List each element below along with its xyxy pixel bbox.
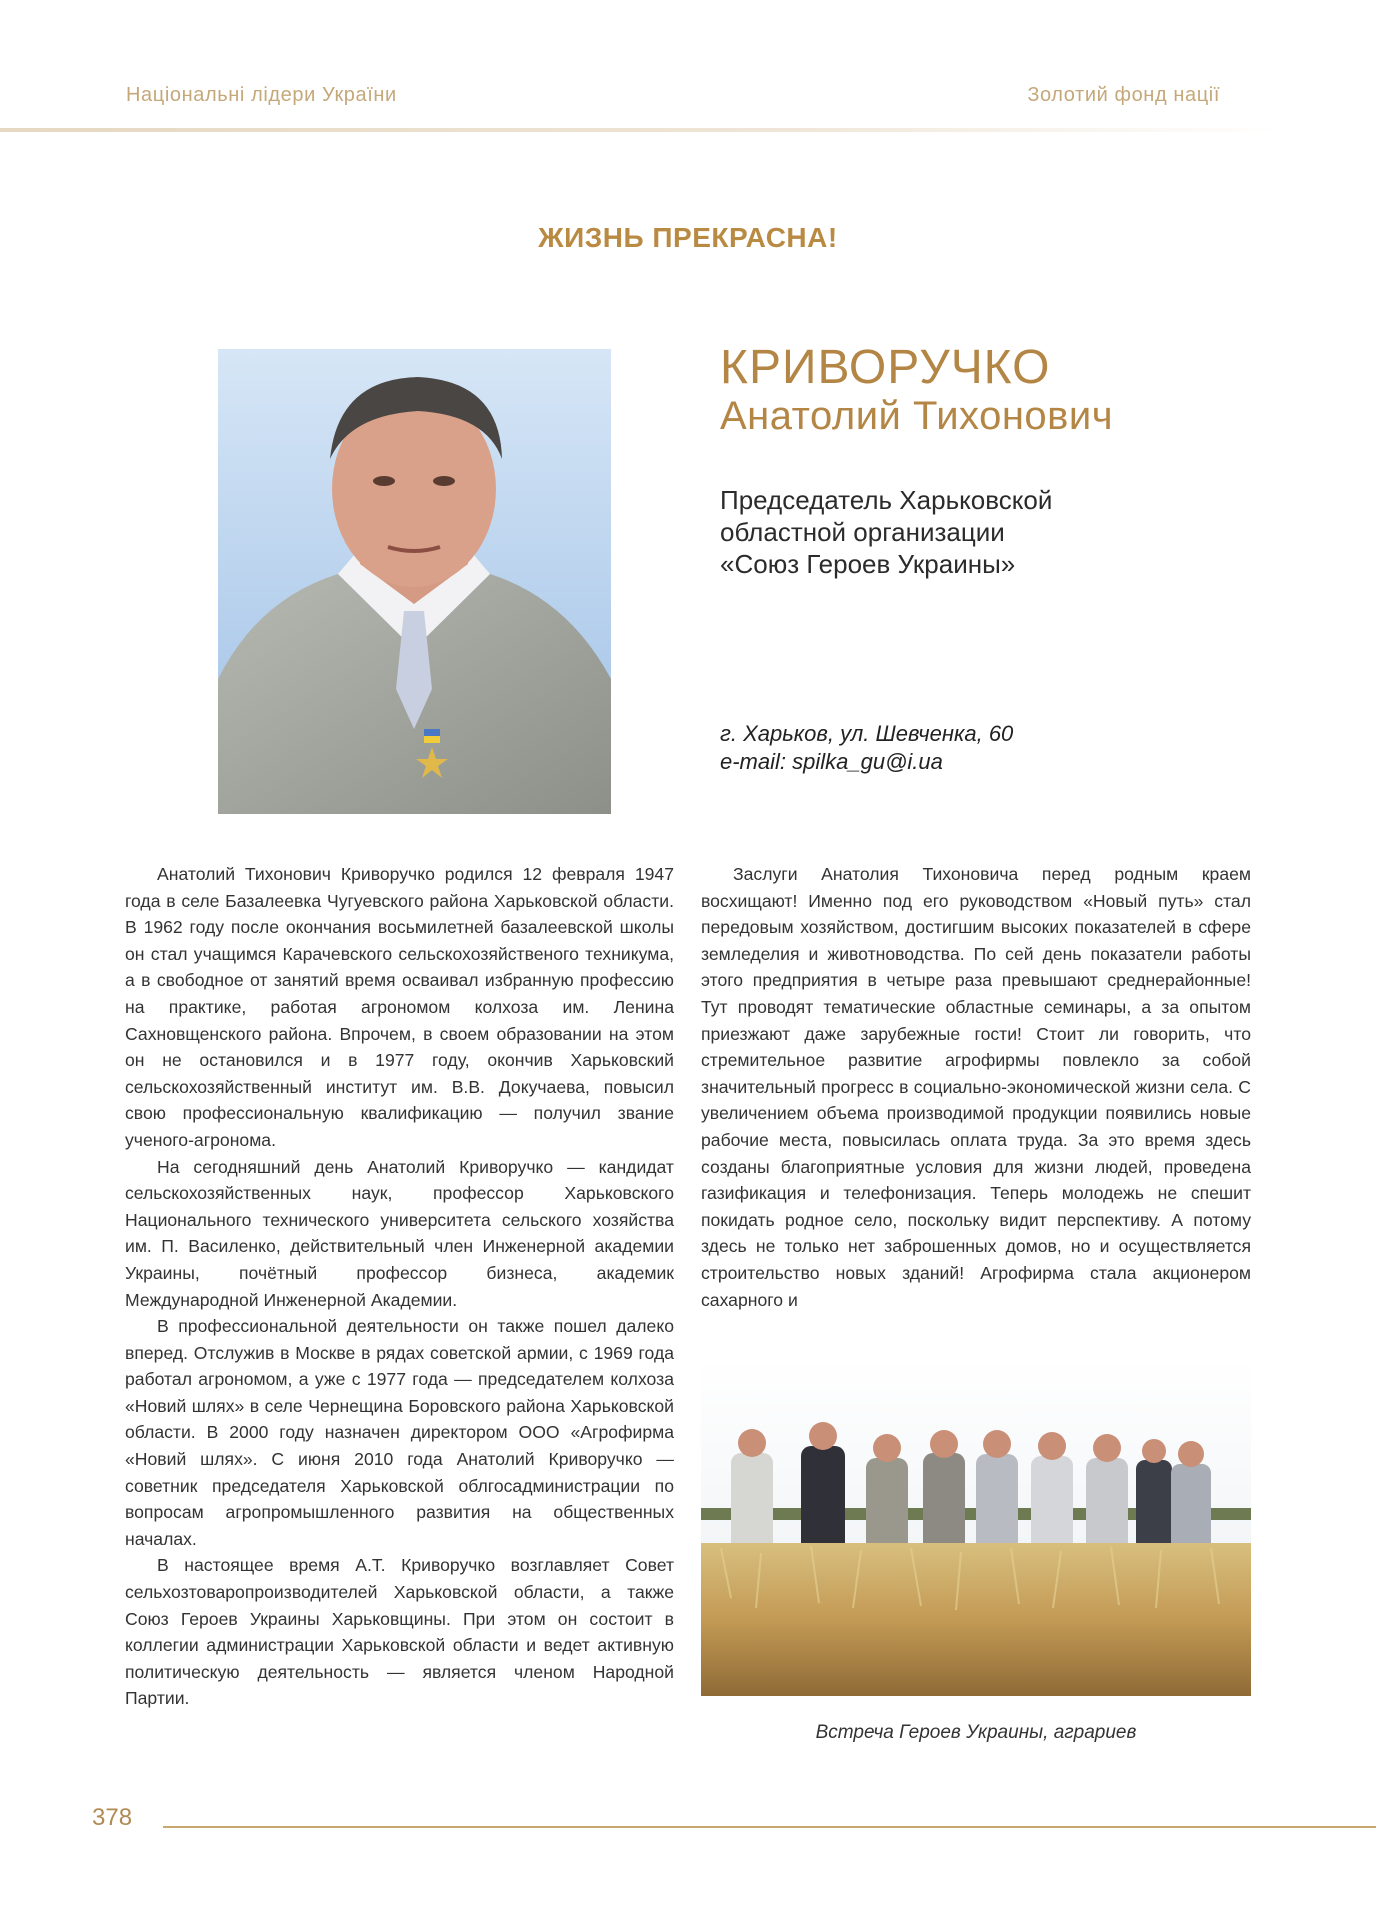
position-line: «Союз Героев Украины» [720, 549, 1016, 579]
person-last-name: КРИВОРУЧКО [720, 341, 1051, 394]
email[interactable]: e-mail: spilka_gu@i.ua [720, 749, 943, 774]
portrait-photo [218, 349, 611, 814]
person-first-names: Анатолий Тихонович [720, 394, 1114, 438]
article-paragraph: Анатолий Тихонович Криворучко родился 12 февраля 1947 года в селе Базалеевка Чугуевского района Харьковской области. В 1962 году после окончания восьмилетней базалеевской школы он стал учащимся Карачевского сельскохозяйственого техникума, а в свободное от занятий время осваивал избранную профессию на практике, работая агрономом колхоза им. Ленина Сахновщенского района. Впрочем, в своем образовании на этом он не остановился и в 1977 году, окончив Харьковский сельскохозяйственный институт им. В.В. Докучаева, повысил свою профессиональную квалификацию — получил звание ученого-агронома. [125, 864, 674, 1150]
section-title: ЖИЗНЬ ПРЕКРАСНА! [538, 222, 838, 253]
article-column-left [125, 861, 674, 1712]
footer-divider [163, 1826, 1376, 1828]
contact-info [720, 720, 1013, 776]
address: г. Харьков, ул. Шевченка, 60 [720, 721, 1014, 746]
article-paragraph: Заслуги Анатолия Тихоновича перед родным краем восхищают! Именно под его руководством «Новый путь» стал передовым хозяйством, достигшим высоких показателей в сфере земледелия и животноводства. По сей день показатели работы этого предприятия в четыре раза превышают среднерайонные! Тут проводят тематические областные семинары, а за опытом приезжают даже зарубежные гости! Стоит ли говорить, что стремительное развитие агрофирмы повлекло за собой значительный прогресс в социально-экономической жизни села. С увеличением объема производимой продукции появились новые рабочие места, повысилась оплата труда. За это время здесь созданы благоприятные условия для жизни людей, проведена газификация и телефонизация. Теперь молодежь не спешит покидать родное село, поскольку видит перспективу. А потому здесь не только нет заброшенных домов, но и осуществляется строительство новых зданий! Агрофирма стала акционером сахарного и [701, 864, 1251, 1310]
page-number: 378 [92, 1804, 133, 1831]
running-header-right: Золотий фонд нації [1027, 84, 1220, 106]
article-paragraph: В настоящее время А.Т. Криворучко возглавляет Совет сельхозтоваропроизводителей Харьковской области, а также Союз Героев Украины Харьковщины. При этом он состоит в коллегии администрации Харьковской области и ведет активную политическую деятельность — является членом Народной Партии. [125, 1555, 674, 1709]
header-divider [0, 128, 1280, 132]
article-paragraph: В профессиональной деятельности он также пошел далеко вперед. Отслужив в Москве в рядах советской армии, с 1969 года работал агрономом, а уже с 1977 года — председателем колхоза «Новий шлях» в селе Чернещина Боровского района Харьковской области. В 2000 году назначен директором ООО «Агрофирма «Новий шлях». С июня 2010 года Анатолий Криворучко — советник председателя Харьковской облгосадминистрации по вопросам агропромышленного развития на общественных началах. [125, 1316, 674, 1549]
photo-caption: Встреча Героев Украины, аграриев [815, 1722, 1137, 1743]
position-line: Председатель Харьковской [720, 485, 1053, 515]
article-column-right [701, 861, 1251, 1313]
article-paragraph: На сегодняшний день Анатолий Криворучко — кандидат сельскохозяйственных наук, профессор Харьковского Национального технического университета сельского хозяйства им. П. Василенко, действительный член Инженерной академии Украины, почётный профессор бизнеса, академик Международной Инженерной Академии. [125, 1156, 674, 1310]
person-position [720, 484, 1052, 580]
running-header-left: Національні лідери України [126, 84, 397, 106]
position-line: областной организации [720, 517, 1005, 547]
group-photo [701, 1358, 1251, 1696]
